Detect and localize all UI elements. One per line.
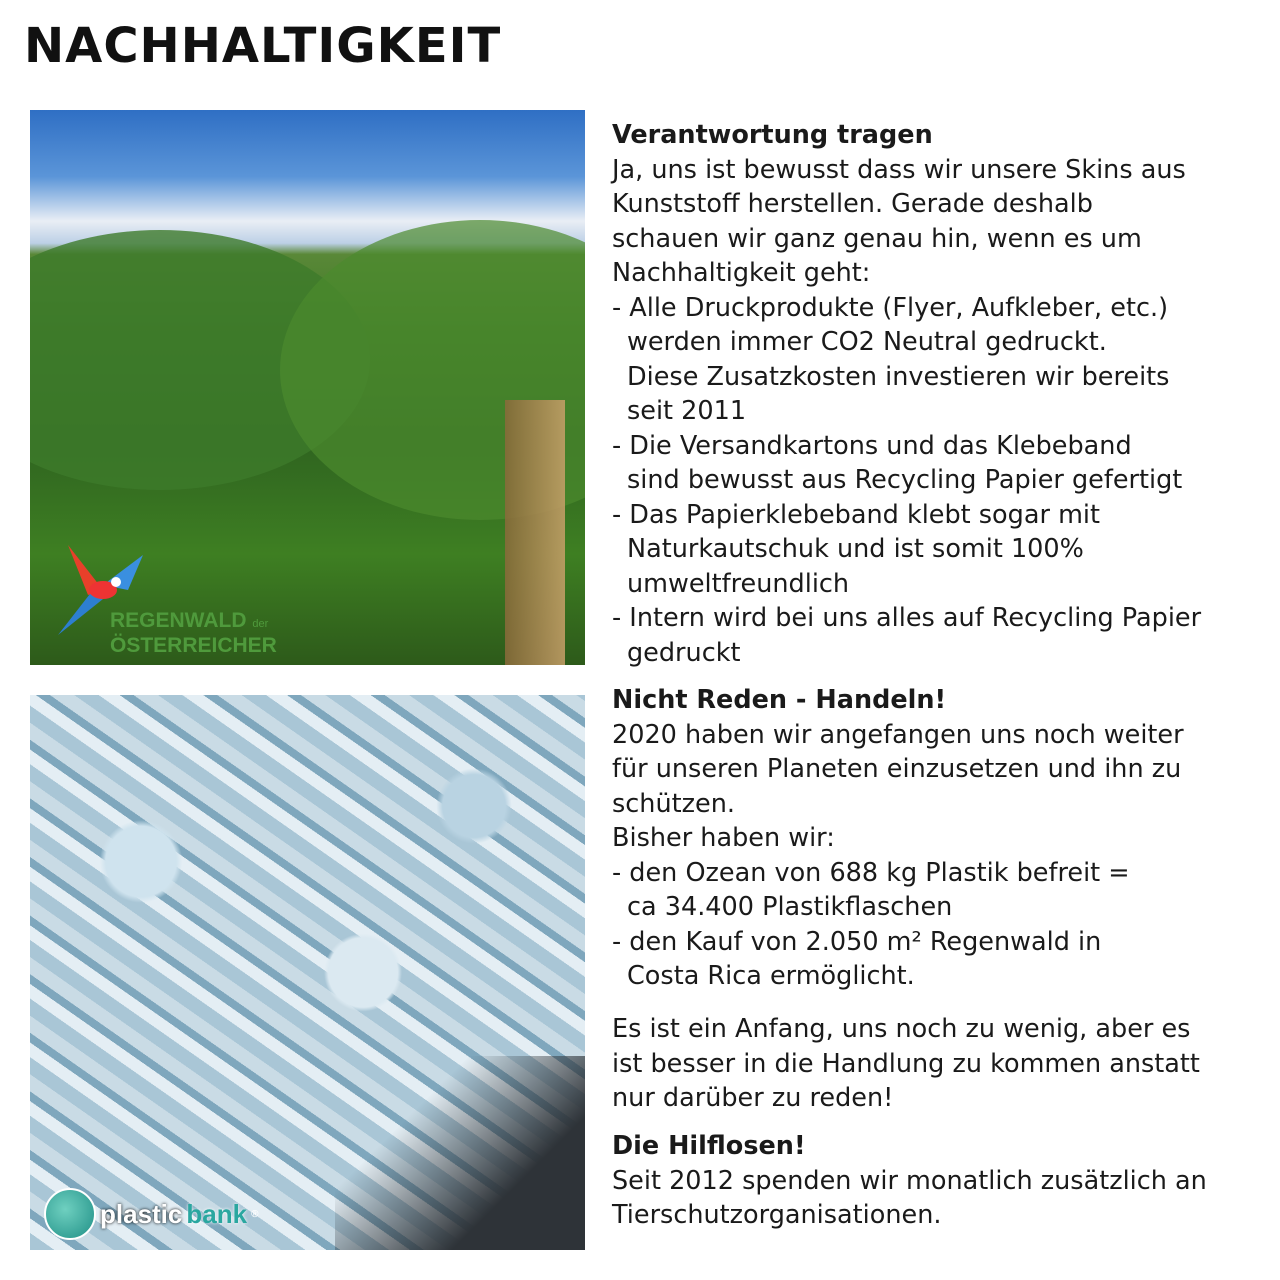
section-heading: Nicht Reden - Handeln! bbox=[612, 685, 947, 715]
section-action-paragraph bbox=[612, 1012, 1200, 1116]
plasticbank-logo: plastic bank ® bbox=[44, 1188, 258, 1240]
text-line: schauen wir ganz genau hin, wenn es um bbox=[612, 223, 1142, 254]
bullet-item: - den Kauf von 2.050 m² Regenwald in bbox=[612, 926, 1102, 957]
bullet-item: - den Ozean von 688 kg Plastik befreit = bbox=[612, 857, 1130, 888]
section-heading: Verantwortung tragen bbox=[612, 120, 933, 150]
rainforest-image bbox=[30, 110, 585, 665]
section-responsibility bbox=[612, 118, 1201, 670]
text-line: ca 34.400 Plastikflaschen bbox=[627, 892, 953, 922]
plasticbank-icon bbox=[44, 1188, 96, 1240]
text-line: Nachhaltigkeit geht: bbox=[612, 258, 871, 288]
text-line: Diese Zusatzkosten investieren wir bereits bbox=[627, 361, 1170, 392]
text-line: Bisher haben wir: bbox=[612, 823, 835, 853]
text-line: sind bewusst aus Recycling Papier gefertigt bbox=[627, 465, 1183, 495]
page-title: NACHHALTIGKEIT bbox=[24, 18, 502, 74]
section-action bbox=[612, 683, 1184, 994]
text-line: Ja, uns ist bewusst dass wir unsere Skins aus bbox=[612, 154, 1186, 185]
text-line: Seit 2012 spenden wir monatlich zusätzlich an bbox=[612, 1165, 1207, 1196]
bullet-item: - Das Papierklebeband klebt sogar mit bbox=[612, 499, 1100, 530]
plastic-bottles-image bbox=[30, 695, 585, 1250]
text-line: gedruckt bbox=[627, 637, 741, 668]
text-line: werden immer CO2 Neutral gedruckt. bbox=[627, 327, 1107, 357]
bullet-item: - Die Versandkartons und das Klebeband bbox=[612, 430, 1132, 461]
text-line: schützen. bbox=[612, 788, 735, 819]
text-line: für unseren Planeten einzusetzen und ihn zu bbox=[612, 754, 1182, 784]
text-line: Tierschutzorganisationen. bbox=[612, 1200, 942, 1230]
text-line: Naturkautschuk und ist somit 100% bbox=[627, 534, 1084, 564]
section-heading: Die Hilflosen! bbox=[612, 1131, 806, 1161]
text-line: nur darüber zu reden! bbox=[612, 1083, 894, 1113]
text-line: Costa Rica ermöglicht. bbox=[627, 961, 915, 991]
text-line: seit 2011 bbox=[627, 396, 747, 426]
bullet-item: - Alle Druckprodukte (Flyer, Aufkleber, etc.) bbox=[612, 292, 1169, 323]
text-line: umweltfreundlich bbox=[627, 568, 850, 599]
text-line: ist besser in die Handlung zu kommen anstatt bbox=[612, 1048, 1200, 1079]
bullet-item: - Intern wird bei uns alles auf Recycling Papier bbox=[612, 603, 1202, 633]
text-line: Kunststoff herstellen. Gerade deshalb bbox=[612, 189, 1093, 219]
regenwald-logo: REGENWALD der ÖSTERREICHER bbox=[110, 609, 277, 657]
section-helpless bbox=[612, 1129, 1207, 1233]
text-line: 2020 haben wir angefangen uns noch weiter bbox=[612, 719, 1184, 750]
text-line: Es ist ein Anfang, uns noch zu wenig, aber es bbox=[612, 1014, 1191, 1044]
